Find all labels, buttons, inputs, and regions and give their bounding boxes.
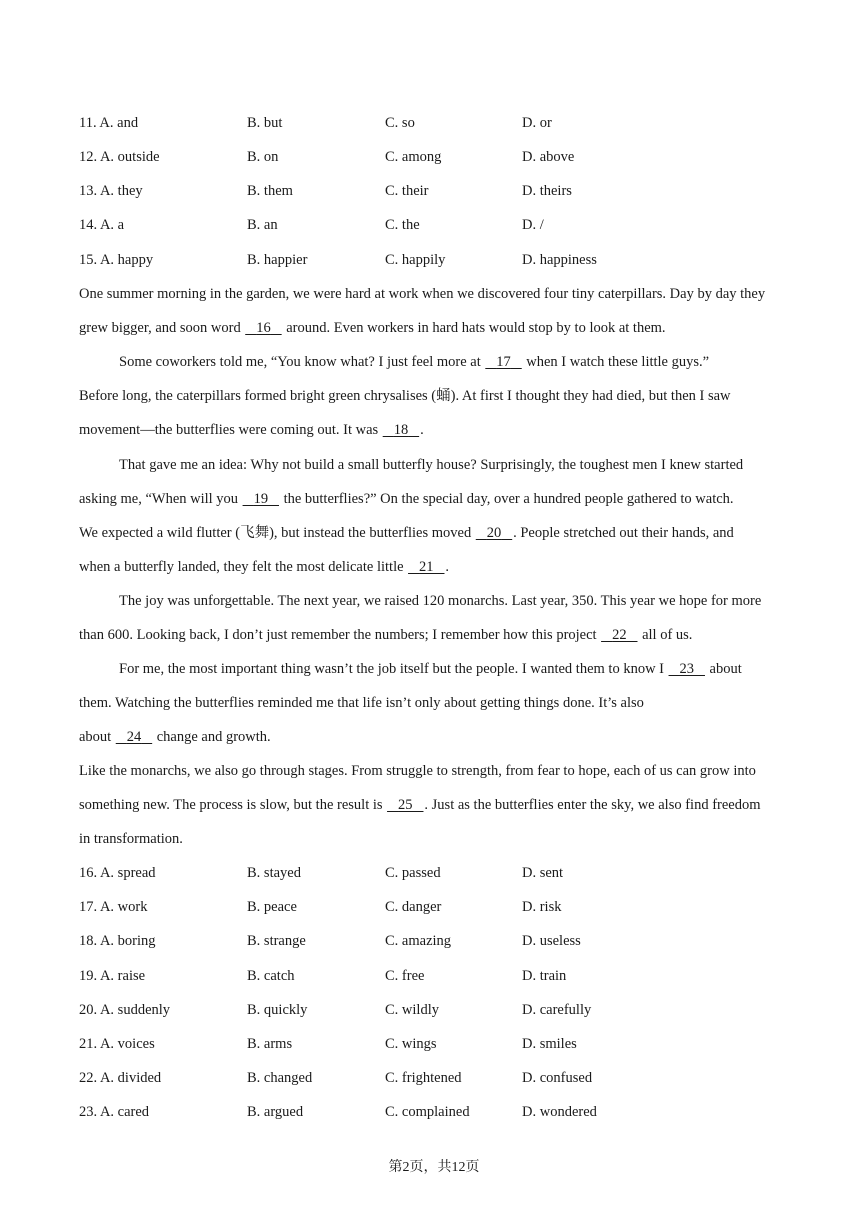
option-b: B. an: [247, 217, 278, 233]
option-c: C. passed: [385, 865, 441, 881]
option-d: D. above: [522, 149, 575, 165]
option-c: C. their: [385, 183, 429, 199]
option-d: D. carefully: [522, 1002, 592, 1018]
page-footer: 第2页，共12页: [388, 1160, 480, 1175]
passage-line: than 600. Looking back, I don’t just remember the numbers; I remember how this project 22 all of us.: [79, 627, 693, 643]
option-a: A. cared: [99, 1104, 150, 1120]
passage-line: That gave me an idea: Why not build a small butterfly house? Surprisingly, the toughest men I knew started: [119, 457, 744, 473]
option-a: A. suddenly: [99, 1002, 171, 1018]
option-b: B. but: [247, 115, 283, 131]
passage-line: about 24 change and growth.: [79, 729, 271, 745]
option-a: A. raise: [99, 968, 146, 984]
option-b: B. changed: [247, 1070, 313, 1086]
option-a: A. voices: [99, 1036, 155, 1052]
question-row: 13. A. they B. them C. their D. theirs: [79, 183, 572, 199]
option-d: D. useless: [522, 933, 581, 949]
option-d: D. wondered: [522, 1104, 597, 1120]
option-d: D. sent: [522, 865, 564, 881]
option-a: A. they: [99, 183, 143, 199]
option-a: A. work: [99, 899, 148, 915]
blank-20: 20: [486, 525, 502, 541]
option-b: B. arms: [247, 1036, 293, 1052]
passage-line: in transformation.: [79, 831, 183, 847]
option-c: C. danger: [385, 899, 442, 915]
question-row: 23. A. cared B. argued C. complained D. wondered: [79, 1104, 597, 1120]
option-b: B. happier: [247, 252, 308, 268]
passage-line: them. Watching the butterflies reminded me that life isn’t only about getting things done. It’s also: [79, 695, 644, 711]
option-b: B. catch: [247, 968, 295, 984]
option-d: D. happiness: [522, 252, 597, 268]
option-b: B. them: [247, 183, 293, 199]
blank-25: 25: [398, 797, 413, 813]
passage-line: Like the monarchs, we also go through stages. From struggle to strength, from fear to hope, each of us can grow into: [79, 763, 756, 779]
question-row: 22. A. divided B. changed C. frightened D. confused: [79, 1070, 593, 1086]
question-row: 12. A. outside B. on C. among D. above: [79, 149, 575, 165]
passage-line: Before long, the caterpillars formed bright green chrysalises (蛹). At first I thought they had died, but then I saw: [79, 388, 731, 404]
option-c: C. among: [385, 149, 442, 165]
passage-line: grew bigger, and soon word 16 around. Even workers in hard hats would stop by to look at them.: [79, 320, 666, 336]
option-a: A. and: [99, 115, 139, 131]
option-a: A. divided: [99, 1070, 162, 1086]
passage-line: The joy was unforgettable. The next year, we raised 120 monarchs. Last year, 350. This year we hope for more: [119, 593, 762, 609]
passage-line: something new. The process is slow, but the result is 25 . Just as the butterflies enter the sky, we also find freedom: [79, 797, 761, 813]
blank-16: 16: [256, 320, 271, 336]
question-row: 19. A. raise B. catch C. free D. train: [79, 968, 567, 984]
question-row: 16. A. spread B. stayed C. passed D. sent: [79, 865, 564, 881]
passage-line: Some coworkers told me, “You know what? I just feel more at 17 when I watch these little guys.”: [119, 354, 710, 370]
question-row: 20. A. suddenly B. quickly C. wildly D. carefully: [79, 1002, 592, 1018]
blank-24: 24: [126, 729, 142, 745]
blank-18: 18: [393, 422, 409, 438]
option-d: D. smiles: [522, 1036, 577, 1052]
option-c: C. free: [385, 968, 425, 984]
option-b: B. argued: [247, 1104, 304, 1120]
option-d: D. or: [522, 115, 552, 131]
blank-22: 22: [612, 627, 627, 643]
option-c: C. happily: [385, 252, 446, 268]
passage-line: when a butterfly landed, they felt the most delicate little 21 .: [79, 559, 450, 575]
option-a: A. outside: [99, 149, 160, 165]
question-row: 11. A. and B. but C. so D. or: [79, 115, 552, 131]
passage-line: One summer morning in the garden, we were hard at work when we discovered four tiny caterpillars. Day by day they: [79, 286, 766, 302]
option-d: D. theirs: [522, 183, 572, 199]
passage-line: We expected a wild flutter (飞舞), but instead the butterflies moved 20 . People stretched out their hands, and: [79, 525, 734, 541]
passage-line: For me, the most important thing wasn’t the job itself but the people. I wanted them to know I 23 about: [119, 661, 742, 677]
blank-23: 23: [679, 661, 695, 677]
option-c: C. amazing: [385, 933, 452, 949]
option-a: A. happy: [99, 252, 154, 268]
blank-17: 17: [496, 354, 511, 370]
blank-19: 19: [253, 491, 269, 507]
question-row: 17. A. work B. peace C. danger D. risk: [79, 899, 562, 915]
option-d: D. /: [522, 217, 544, 233]
option-b: B. stayed: [247, 865, 301, 881]
option-b: B. on: [247, 149, 279, 165]
option-d: D. risk: [522, 899, 562, 915]
question-row: 18. A. boring B. strange C. amazing D. useless: [79, 933, 581, 949]
option-d: D. train: [522, 968, 567, 984]
option-b: B. quickly: [247, 1002, 308, 1018]
option-a: A. a: [99, 217, 125, 233]
option-c: C. wings: [385, 1036, 437, 1052]
option-d: D. confused: [522, 1070, 593, 1086]
option-a: A. spread: [99, 865, 156, 881]
question-row: 14. A. a B. an C. the D. /: [79, 217, 544, 233]
option-b: B. strange: [247, 933, 306, 949]
option-c: C. frightened: [385, 1070, 462, 1086]
option-a: A. boring: [99, 933, 156, 949]
option-b: B. peace: [247, 899, 297, 915]
passage-line: movement—the butterflies were coming out. It was 18 .: [79, 422, 424, 438]
option-c: C. wildly: [385, 1002, 439, 1018]
question-row: 15. A. happy B. happier C. happily D. happiness: [79, 252, 597, 268]
option-c: C. the: [385, 217, 420, 233]
passage-line: asking me, “When will you 19 the butterflies?” On the special day, over a hundred people gathered to watch.: [79, 491, 734, 507]
blank-21: 21: [419, 559, 434, 575]
question-row: 21. A. voices B. arms C. wings D. smiles: [79, 1036, 577, 1052]
option-c: C. complained: [385, 1104, 470, 1120]
option-c: C. so: [385, 115, 415, 131]
